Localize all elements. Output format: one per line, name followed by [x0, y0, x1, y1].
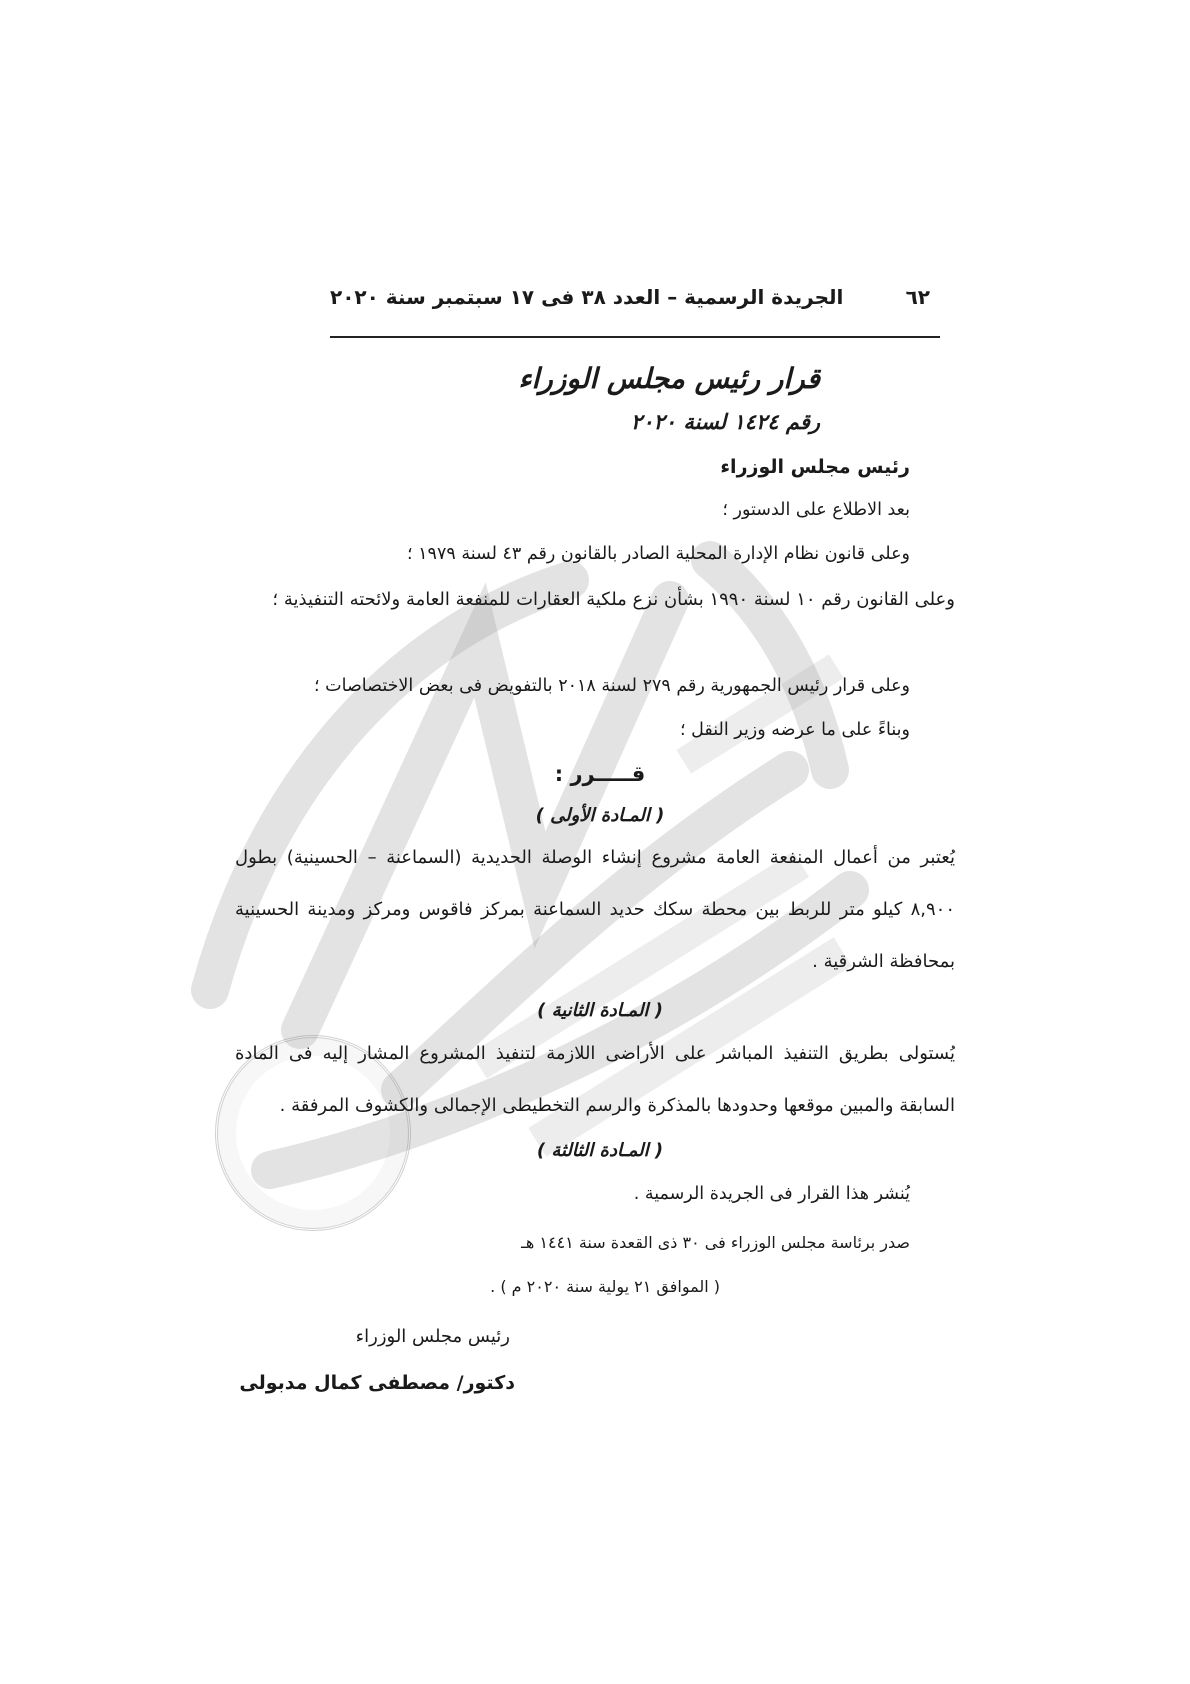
article-heading: ( المـادة الثانية )	[537, 1000, 663, 1021]
preamble-line: بعد الاطلاع على الدستور ؛	[722, 500, 910, 520]
page-number: ٦٢	[905, 285, 930, 309]
preamble-line: وعلى القانون رقم ١٠ لسنة ١٩٩٠ بشأن نزع ملكية العقارات للمنفعة العامة ولائحته التنفيذية ؛	[272, 589, 955, 610]
article-text: يُستولى بطريق التنفيذ المباشر على الأراضى اللازمة لتنفيذ المشروع المشار إليه فى المادة السابقة والمبين موقعها وحدودها بالمذكرة والرسم التخطيطى الإجمالى والكشوف المرفقة .	[235, 1043, 955, 1116]
decree-title: قرار رئيس مجلس الوزراء	[518, 362, 820, 395]
preamble-line: وبناءً على ما عرضه وزير النقل ؛	[680, 720, 910, 740]
article-heading: ( المـادة الثالثة )	[536, 1140, 664, 1161]
signature-title: رئيس مجلس الوزراء	[355, 1326, 510, 1347]
issued-date-hijri: صدر برئاسة مجلس الوزراء فى ٣٠ ذى القعدة سنة ١٤٤١ هـ	[521, 1233, 910, 1252]
issued-date-gregorian: ( الموافق ٢١ يولية سنة ٢٠٢٠ م ) .	[490, 1277, 720, 1296]
preamble-line: وعلى قانون نظام الإدارة المحلية الصادر بالقانون رقم ٤٣ لسنة ١٩٧٩ ؛	[407, 544, 910, 564]
article-text: يُعتبر من أعمال المنفعة العامة مشروع إنشاء الوصلة الحديدية (السماعنة – الحسينية) بطول ٨,٩٠٠ كيلو متر للربط بين محطة سكك حديد السماعنة بمركز فاقوس ومركز ومدينة الحسينية بمحافظة الشرقية .	[235, 847, 955, 972]
decree-number: رقم ١٤٢٤ لسنة ٢٠٢٠	[630, 410, 820, 434]
preamble-line: وعلى قرار رئيس الجمهورية رقم ٢٧٩ لسنة ٢٠١٨ بالتفويض فى بعض الاختصاصات ؛	[314, 676, 910, 696]
article-heading: ( المـادة الأولى )	[535, 805, 665, 826]
gazette-issue-line: الجريدة الرسمية – العدد ٣٨ فى ١٧ سبتمبر سنة ٢٠٢٠	[330, 285, 844, 309]
decision-label: قـــــرر :	[554, 762, 646, 786]
article-text: يُنشر هذا القرار فى الجريدة الرسمية .	[633, 1184, 910, 1204]
header-rule	[330, 336, 940, 338]
running-header	[330, 285, 930, 309]
preamble-heading: رئيس مجلس الوزراء	[720, 456, 910, 478]
signature-name: دكتور/ مصطفى كمال مدبولى	[239, 1372, 515, 1394]
